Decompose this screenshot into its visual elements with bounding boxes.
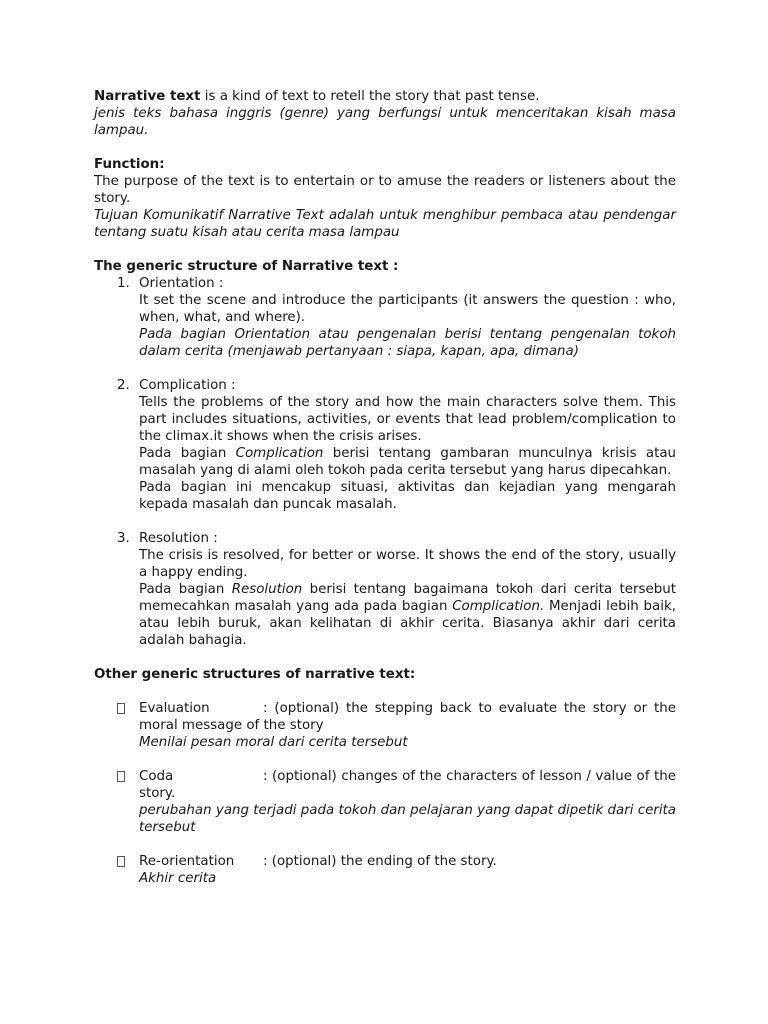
item-number: 3.	[117, 531, 130, 546]
other-item-line	[139, 853, 676, 870]
item-indonesian	[139, 581, 676, 649]
other-item-indonesian: Menilai pesan moral dari cerita tersebut	[139, 735, 408, 750]
item-indonesian-1	[139, 445, 676, 479]
intro-term: Narrative text	[94, 89, 201, 104]
other-item-reorientation	[94, 853, 676, 887]
item-number: 1.	[117, 276, 130, 291]
other-item-coda	[94, 768, 676, 836]
bullet-square-icon	[117, 771, 125, 782]
item-indonesian-2: Pada bagian ini mencakup situasi, aktivitas dan kejadian yang mengarah kepada masalah dan puncak masalah.	[139, 480, 676, 512]
bullet-square-icon	[117, 856, 125, 867]
indo-text: berisi tentang gambaran munculnya krisis atau masalah yang di alami oleh tokoh pada cerita tersebut yang harus dipecahkan.	[139, 446, 677, 478]
indo-text: Pada bagian	[139, 446, 236, 461]
other-item-definition: : (optional) the stepping back to evaluate the story or the moral message of the story	[139, 701, 676, 733]
item-indonesian: Pada bagian Orientation atau pengenalan berisi tentang pengenalan tokoh dalam cerita (menjawab pertanyaan : siapa, kapan, apa, dimana)	[139, 327, 676, 359]
item-title: Complication :	[139, 378, 236, 393]
other-item-definition: : (optional) the ending of the story.	[263, 854, 497, 869]
other-item-indonesian: Akhir cerita	[139, 871, 217, 886]
other-item-label: Coda	[139, 769, 174, 784]
item-english: The crisis is resolved, for better or worse. It shows the end of the story, usually a happy ending.	[139, 548, 676, 580]
bullet-square-icon	[117, 703, 125, 714]
indo-term: Complication	[235, 446, 324, 461]
indo-text: Pada bagian	[139, 582, 232, 597]
other-item-indonesian: perubahan yang terjadi pada tokoh dan pelajaran yang dapat dipetik dari cerita tersebut	[139, 803, 676, 835]
function-heading: Function:	[94, 157, 165, 172]
intro-paragraph	[94, 88, 676, 105]
item-english: It set the scene and introduce the participants (it answers the question : who, when, what, and where).	[139, 293, 676, 325]
structure-item-orientation	[94, 275, 676, 360]
indo-text: berisi tentang bagaimana tokoh dari cerita tersebut memecahkan masalah yang ada pada bagian	[139, 582, 676, 614]
intro-definition: is a kind of text to retell the story that past tense.	[200, 89, 540, 104]
other-item-label: Re-orientation	[139, 854, 235, 869]
function-indonesian: Tujuan Komunikatif Narrative Text adalah untuk menghibur pembaca atau pendengar tentang suatu kisah atau cerita masa lampau	[94, 208, 676, 240]
other-item-line	[139, 700, 676, 734]
function-english: The purpose of the text is to entertain or to amuse the readers or listeners about the story.	[94, 174, 676, 206]
intro-indonesian: jenis teks bahasa inggris (genre) yang berfungsi untuk menceritakan kisah masa lampau.	[94, 106, 676, 138]
indo-text: Menjadi lebih baik, atau lebih buruk, akan kelihatan di akhir cerita. Biasanya akhir dari cerita adalah bahagia.	[139, 599, 676, 648]
item-title: Orientation :	[139, 276, 224, 291]
item-number: 2.	[117, 378, 130, 393]
structure-heading: The generic structure of Narrative text :	[94, 259, 399, 274]
indo-term: Complication.	[452, 599, 545, 614]
other-item-label: Evaluation	[139, 701, 210, 716]
item-title: Resolution :	[139, 531, 218, 546]
indo-term: Resolution	[231, 582, 303, 597]
other-item-line	[139, 768, 676, 802]
structure-item-complication	[94, 377, 676, 513]
other-item-evaluation	[94, 700, 676, 751]
other-item-definition: : (optional) changes of the characters of lesson / value of the story.	[139, 769, 676, 801]
item-english: Tells the problems of the story and how the main characters solve them. This part includes situations, activities, or events that lead problem/complication to the climax.it shows when the crisis arises.	[139, 395, 676, 444]
document-content	[94, 88, 676, 887]
other-heading: Other generic structures of narrative text:	[94, 667, 416, 682]
structure-item-resolution	[94, 530, 676, 649]
